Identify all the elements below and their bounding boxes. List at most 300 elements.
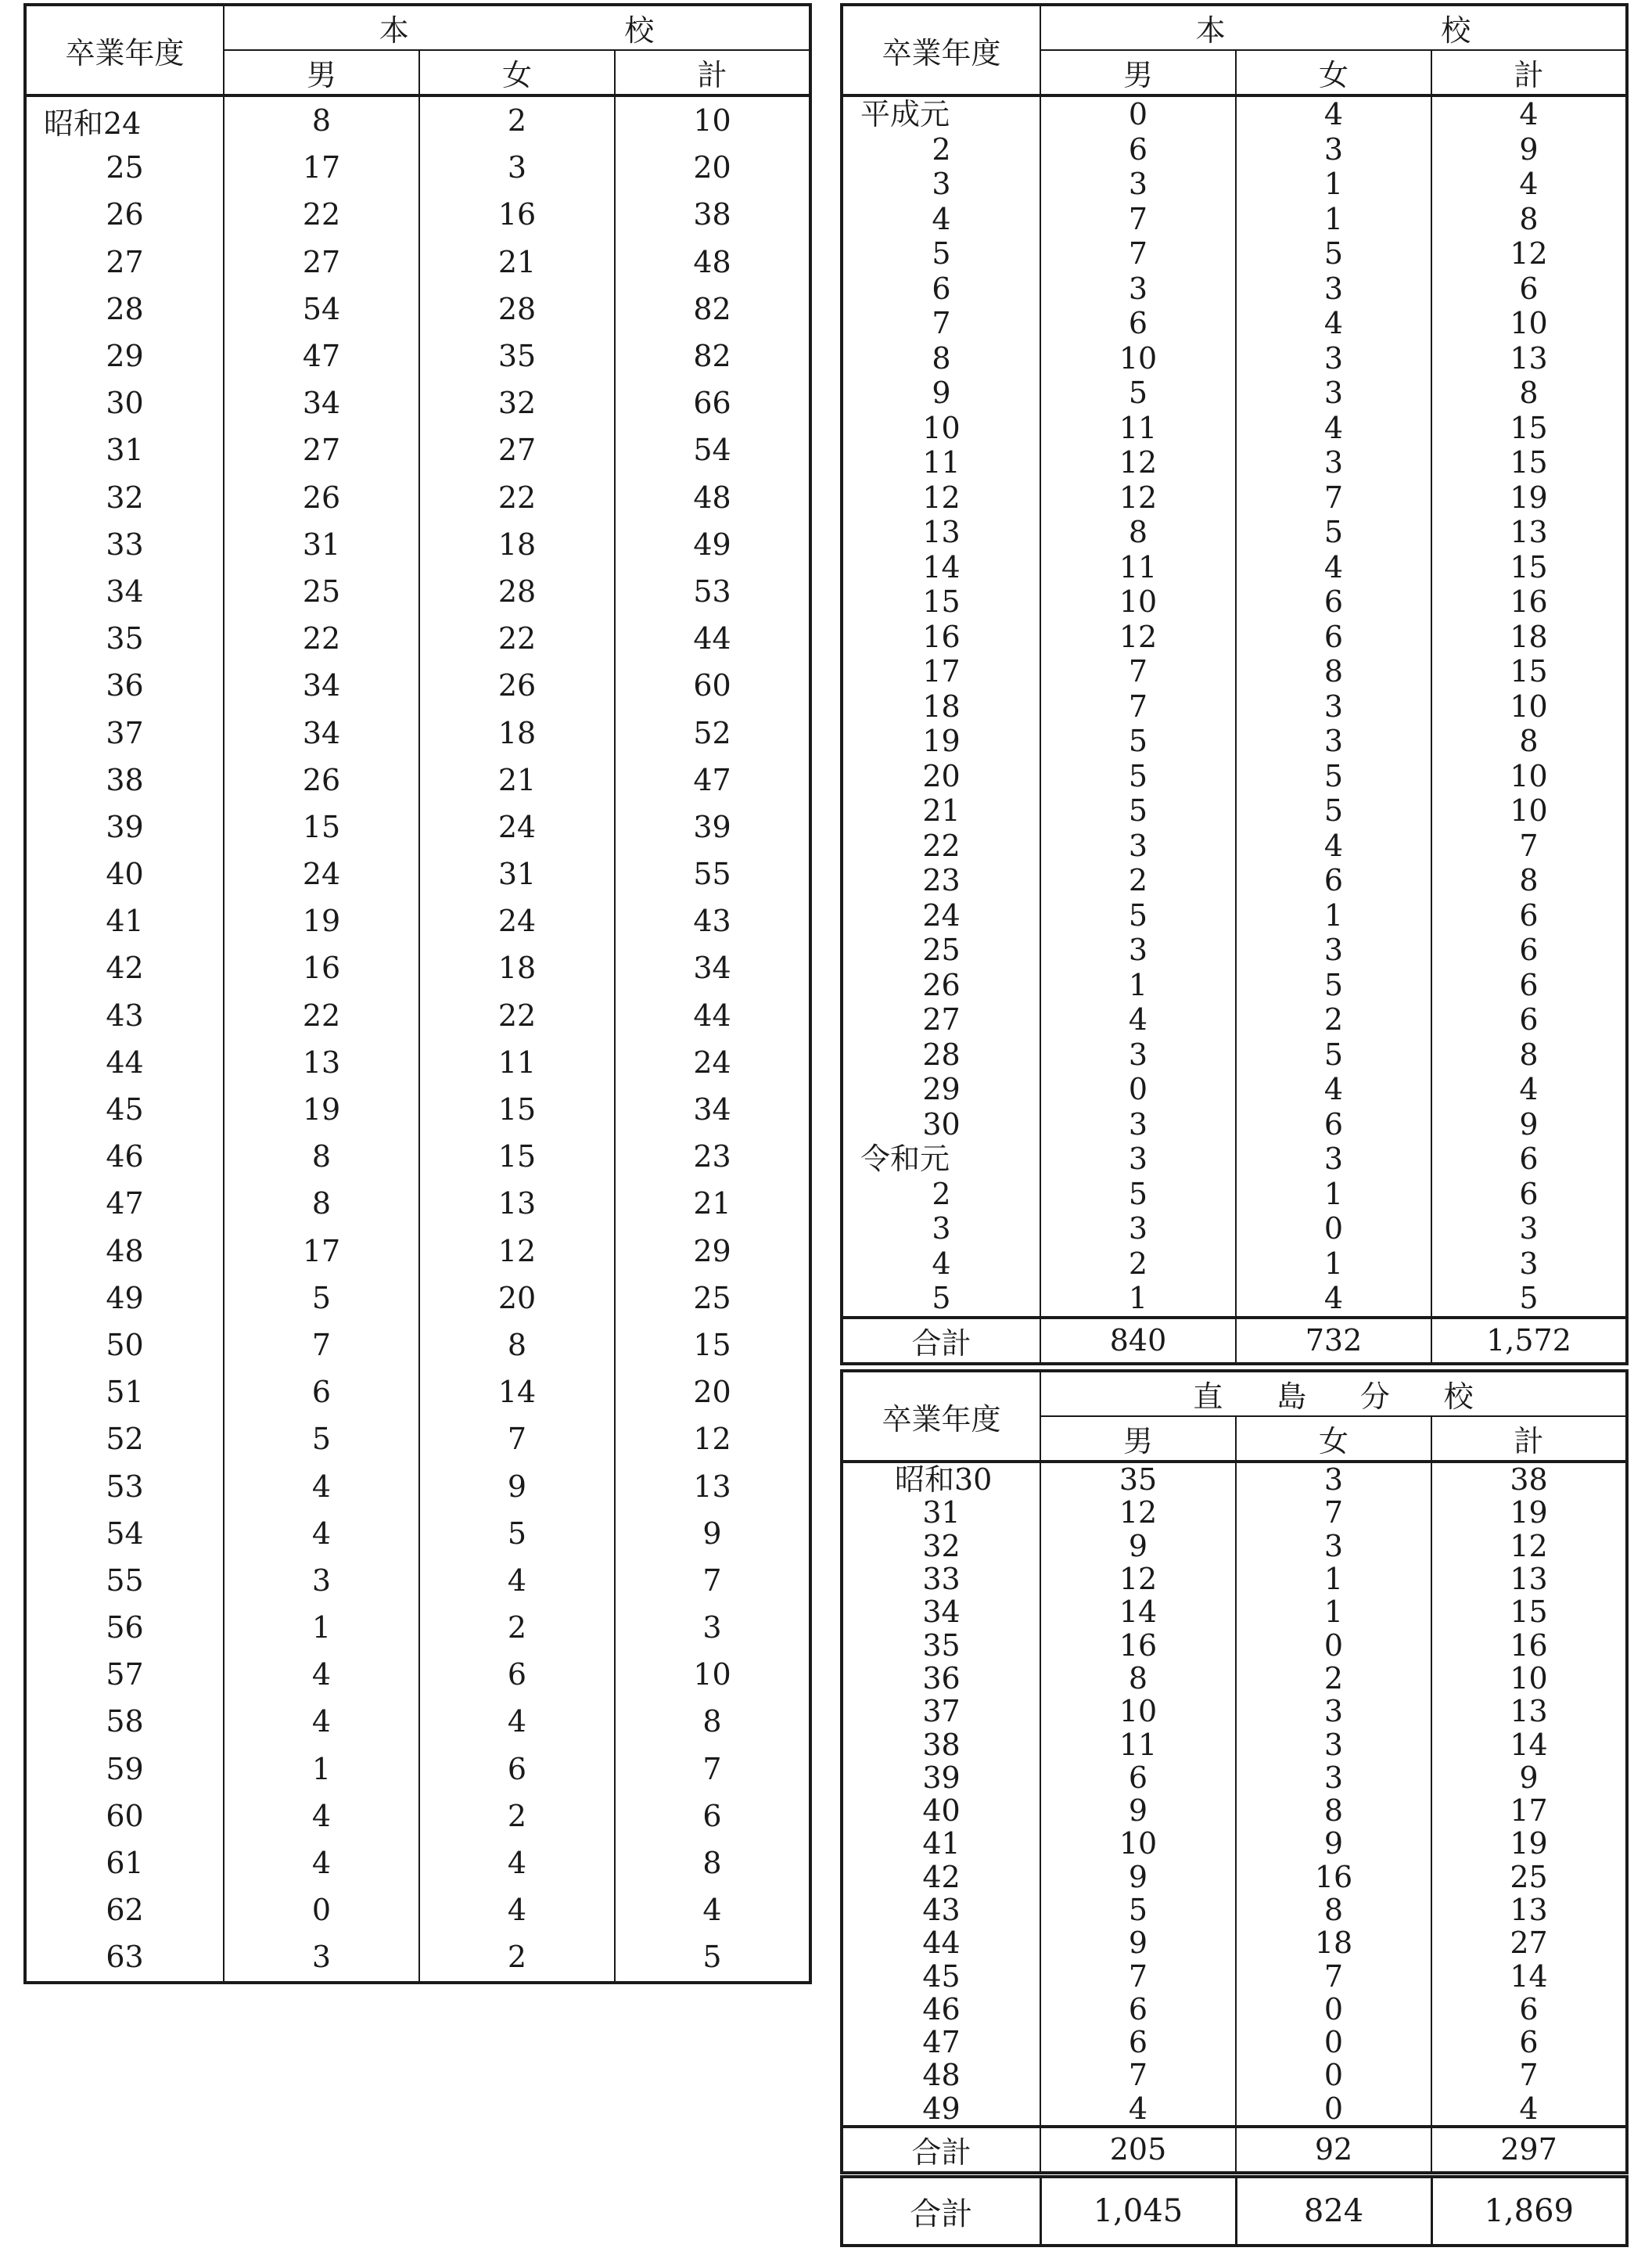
female-cell: 4 — [1236, 95, 1431, 132]
total-cell: 8 — [615, 1839, 810, 1886]
total-cell: 21 — [615, 1180, 810, 1227]
table-row — [842, 1246, 1627, 1282]
year-cell: 35 — [842, 1628, 1040, 1661]
total-cell: 15 — [1431, 411, 1627, 446]
year-cell: 41 — [25, 897, 224, 944]
year-cell: 59 — [25, 1746, 224, 1793]
male-cell: 2 — [1040, 863, 1236, 898]
female-cell: 0 — [1236, 1211, 1431, 1246]
female-cell: 22 — [419, 474, 615, 521]
male-cell: 16 — [1040, 1628, 1236, 1661]
table-row — [842, 2092, 1627, 2127]
female-cell: 2 — [419, 95, 615, 144]
year-cell: 27 — [25, 239, 224, 286]
female-cell: 3 — [1236, 341, 1431, 376]
table-row — [25, 1746, 810, 1793]
total-cell: 48 — [615, 239, 810, 286]
table-row — [842, 1142, 1627, 1177]
table-row — [842, 1993, 1627, 2026]
female-cell: 3 — [1236, 1462, 1431, 1496]
total-cell: 17 — [1431, 1794, 1627, 1827]
table-row — [842, 272, 1627, 307]
female-cell: 9 — [419, 1462, 615, 1509]
male-cell: 9 — [1040, 1926, 1236, 1959]
year-cell: 13 — [842, 515, 1040, 550]
year-cell: 16 — [842, 620, 1040, 655]
total-cell: 20 — [615, 1368, 810, 1415]
honko-table-showa — [23, 3, 812, 1984]
honko-showa-body — [25, 95, 810, 1983]
female-cell: 6 — [1236, 620, 1431, 655]
male-cell: 3 — [1040, 167, 1236, 202]
total-cell: 49 — [615, 521, 810, 568]
total-cell: 8 — [1431, 724, 1627, 759]
table-row — [842, 1563, 1627, 1595]
table-row — [842, 1496, 1627, 1529]
total-cell: 66 — [615, 379, 810, 426]
year-cell: 5 — [842, 1281, 1040, 1318]
table-row — [842, 1628, 1627, 1661]
year-cell: 8 — [842, 341, 1040, 376]
grand-total-row — [842, 2177, 1627, 2246]
female-cell: 15 — [419, 1086, 615, 1133]
table-row — [842, 1926, 1627, 1959]
year-cell: 20 — [842, 759, 1040, 794]
male-cell: 6 — [1040, 306, 1236, 341]
table-row — [842, 1177, 1627, 1212]
table-row — [842, 1107, 1627, 1142]
year-cell: 42 — [25, 944, 224, 991]
total-cell: 60 — [615, 662, 810, 709]
header-male: 男 — [1040, 1416, 1236, 1462]
female-cell: 4 — [1236, 1281, 1431, 1318]
year-cell: 61 — [25, 1839, 224, 1886]
year-cell: 46 — [842, 1993, 1040, 2026]
year-cell: 26 — [842, 968, 1040, 1003]
header-honko — [224, 5, 810, 50]
male-cell: 0 — [1040, 1072, 1236, 1107]
total-cell: 6 — [1431, 2026, 1627, 2059]
year-cell: 43 — [25, 992, 224, 1039]
female-cell: 18 — [419, 709, 615, 756]
female-cell: 0 — [1236, 2059, 1431, 2091]
total-cell: 16 — [1431, 584, 1627, 620]
total-cell: 12 — [615, 1415, 810, 1462]
total-cell: 13 — [1431, 1695, 1627, 1728]
female-cell: 1 — [1236, 1595, 1431, 1628]
year-cell: 34 — [25, 568, 224, 615]
table-row — [25, 1180, 810, 1227]
male-cell: 27 — [224, 426, 419, 473]
header-female: 女 — [1236, 1416, 1431, 1462]
year-cell: 3 — [842, 167, 1040, 202]
total-cell: 23 — [615, 1133, 810, 1180]
table-row — [25, 1933, 810, 1982]
total-cell: 9 — [1431, 132, 1627, 167]
total-cell: 25 — [1431, 1861, 1627, 1893]
table-row — [25, 662, 810, 709]
total-cell: 10 — [1431, 1662, 1627, 1695]
table-row — [842, 515, 1627, 550]
table-row — [25, 1368, 810, 1415]
header-male: 男 — [1040, 50, 1236, 95]
year-cell: 22 — [842, 829, 1040, 864]
male-cell: 14 — [1040, 1595, 1236, 1628]
total-cell: 9 — [1431, 1761, 1627, 1794]
female-cell: 6 — [419, 1746, 615, 1793]
year-cell: 57 — [25, 1651, 224, 1698]
female-cell: 18 — [1236, 1926, 1431, 1959]
year-cell: 35 — [25, 615, 224, 662]
male-cell: 10 — [1040, 341, 1236, 376]
table-row — [25, 191, 810, 238]
table-row — [842, 933, 1627, 968]
grand-total-sum: 1,869 — [1431, 2177, 1627, 2246]
male-cell: 6 — [1040, 2026, 1236, 2059]
year-cell: 25 — [25, 144, 224, 191]
table-row — [842, 341, 1627, 376]
naoshima-body — [842, 1462, 1627, 2127]
table-row — [842, 654, 1627, 689]
male-cell: 16 — [224, 944, 419, 991]
table-row — [25, 568, 810, 615]
female-cell: 5 — [419, 1510, 615, 1557]
header-graduation-year: 卒業年度 — [25, 5, 224, 95]
total-cell: 9 — [1431, 1107, 1627, 1142]
table-row — [842, 411, 1627, 446]
total-cell: 7 — [1431, 2059, 1627, 2091]
total-male: 840 — [1040, 1318, 1236, 1364]
grand-total-female: 824 — [1236, 2177, 1431, 2246]
year-cell: 32 — [842, 1530, 1040, 1563]
year-cell: 25 — [842, 933, 1040, 968]
female-cell: 7 — [1236, 1496, 1431, 1529]
female-cell: 3 — [1236, 272, 1431, 307]
female-cell: 13 — [419, 1180, 615, 1227]
male-cell: 19 — [224, 1086, 419, 1133]
female-cell: 26 — [419, 662, 615, 709]
table-row — [25, 992, 810, 1039]
female-cell: 22 — [419, 615, 615, 662]
header-nao-char-2: 島 — [1277, 1379, 1307, 1414]
female-cell: 1 — [1236, 167, 1431, 202]
table-row — [842, 1827, 1627, 1860]
male-cell: 6 — [1040, 132, 1236, 167]
total-cell: 7 — [1431, 829, 1627, 864]
table-row — [842, 1728, 1627, 1760]
table-row — [25, 1557, 810, 1604]
female-cell: 22 — [419, 992, 615, 1039]
year-cell: 40 — [842, 1794, 1040, 1827]
female-cell: 4 — [419, 1839, 615, 1886]
honko-heisei-body — [842, 95, 1627, 1318]
total-cell: 24 — [615, 1039, 810, 1086]
total-cell: 54 — [615, 426, 810, 473]
year-cell: 4 — [842, 202, 1040, 237]
table-row — [25, 757, 810, 804]
total-cell: 43 — [615, 897, 810, 944]
female-cell: 6 — [1236, 863, 1431, 898]
male-cell: 6 — [224, 1368, 419, 1415]
male-cell: 4 — [224, 1839, 419, 1886]
total-cell: 6 — [1431, 933, 1627, 968]
female-cell: 4 — [1236, 306, 1431, 341]
header-graduation-year: 卒業年度 — [842, 1371, 1040, 1462]
male-cell: 5 — [1040, 1177, 1236, 1212]
year-cell: 63 — [25, 1933, 224, 1982]
female-cell: 3 — [1236, 1728, 1431, 1760]
total-cell: 5 — [615, 1933, 810, 1982]
male-cell: 11 — [1040, 411, 1236, 446]
year-cell: 15 — [842, 584, 1040, 620]
male-cell: 11 — [1040, 1728, 1236, 1760]
male-cell: 5 — [1040, 759, 1236, 794]
table-row — [25, 239, 810, 286]
male-cell: 9 — [1040, 1861, 1236, 1893]
male-cell: 34 — [224, 379, 419, 426]
table-row — [25, 1839, 810, 1886]
table-row — [842, 1462, 1627, 1496]
year-cell: 9 — [842, 376, 1040, 411]
male-cell: 34 — [224, 662, 419, 709]
female-cell: 7 — [1236, 480, 1431, 516]
female-cell: 5 — [1236, 236, 1431, 272]
table-row — [842, 724, 1627, 759]
male-cell: 5 — [1040, 1893, 1236, 1926]
table-row — [25, 1086, 810, 1133]
total-cell: 14 — [1431, 1959, 1627, 1992]
total-cell: 44 — [615, 615, 810, 662]
table-row — [25, 379, 810, 426]
year-cell: 36 — [25, 662, 224, 709]
male-cell: 1 — [1040, 1281, 1236, 1318]
male-cell: 1 — [1040, 968, 1236, 1003]
table-row — [25, 1651, 810, 1698]
male-cell: 9 — [1040, 1794, 1236, 1827]
male-cell: 5 — [224, 1275, 419, 1322]
year-cell: 2 — [842, 132, 1040, 167]
male-cell: 7 — [1040, 654, 1236, 689]
table-row — [842, 306, 1627, 341]
female-cell: 8 — [1236, 654, 1431, 689]
total-cell: 13 — [1431, 341, 1627, 376]
male-cell: 5 — [1040, 724, 1236, 759]
year-cell: 10 — [842, 411, 1040, 446]
total-cell: 4 — [1431, 1072, 1627, 1107]
total-cell: 38 — [615, 191, 810, 238]
male-cell: 35 — [1040, 1462, 1236, 1496]
year-cell: 39 — [25, 804, 224, 850]
table-row — [25, 1275, 810, 1322]
male-cell: 3 — [1040, 933, 1236, 968]
male-cell: 12 — [1040, 445, 1236, 480]
male-cell: 3 — [224, 1933, 419, 1982]
table-row — [842, 968, 1627, 1003]
female-cell: 35 — [419, 333, 615, 379]
female-cell: 4 — [1236, 1072, 1431, 1107]
total-cell: 19 — [1431, 480, 1627, 516]
year-cell: 23 — [842, 863, 1040, 898]
male-cell: 10 — [1040, 584, 1236, 620]
year-cell: 48 — [25, 1228, 224, 1275]
male-cell: 1 — [224, 1746, 419, 1793]
female-cell: 24 — [419, 804, 615, 850]
total-cell: 82 — [615, 286, 810, 333]
table-row — [842, 550, 1627, 585]
male-cell: 4 — [224, 1510, 419, 1557]
table-row — [842, 2026, 1627, 2059]
total-cell: 15 — [1431, 550, 1627, 585]
year-cell: 49 — [842, 2092, 1040, 2127]
male-cell: 27 — [224, 239, 419, 286]
female-cell: 3 — [1236, 1695, 1431, 1728]
female-cell: 6 — [1236, 584, 1431, 620]
female-cell: 3 — [1236, 1142, 1431, 1177]
total-cell: 7 — [615, 1746, 810, 1793]
male-cell: 24 — [224, 850, 419, 897]
table-row — [25, 1322, 810, 1368]
total-cell: 13 — [1431, 1893, 1627, 1926]
total-cell: 19 — [1431, 1827, 1627, 1860]
header-honko-char-2: 校 — [624, 13, 655, 48]
table-row — [842, 1530, 1627, 1563]
female-cell: 28 — [419, 568, 615, 615]
year-cell: 3 — [842, 1211, 1040, 1246]
male-cell: 5 — [1040, 793, 1236, 829]
year-cell: 14 — [842, 550, 1040, 585]
male-cell: 17 — [224, 144, 419, 191]
table-row — [842, 1794, 1627, 1827]
male-cell: 12 — [1040, 1496, 1236, 1529]
table-row — [842, 689, 1627, 725]
male-cell: 22 — [224, 191, 419, 238]
total-cell: 38 — [1431, 1462, 1627, 1496]
year-cell: 55 — [25, 1557, 224, 1604]
header-honko-char-2: 校 — [1441, 13, 1471, 48]
header-honko-char-1: 本 — [1195, 13, 1226, 48]
male-cell: 0 — [224, 1886, 419, 1933]
female-cell: 15 — [419, 1133, 615, 1180]
table-row — [25, 1133, 810, 1180]
total-cell: 6 — [1431, 1002, 1627, 1037]
female-cell: 16 — [419, 191, 615, 238]
year-cell: 47 — [25, 1180, 224, 1227]
male-cell: 7 — [1040, 2059, 1236, 2091]
table-row — [25, 1793, 810, 1839]
total-cell: 48 — [615, 474, 810, 521]
female-cell: 28 — [419, 286, 615, 333]
total-cell: 6 — [1431, 968, 1627, 1003]
year-cell: 62 — [25, 1886, 224, 1933]
year-cell: 31 — [25, 426, 224, 473]
total-cell: 13 — [1431, 515, 1627, 550]
header-naoshima — [1040, 1371, 1627, 1416]
total-cell: 6 — [615, 1793, 810, 1839]
male-cell: 2 — [1040, 1246, 1236, 1282]
total-cell: 15 — [1431, 1595, 1627, 1628]
male-cell: 34 — [224, 709, 419, 756]
female-cell: 6 — [419, 1651, 615, 1698]
female-cell: 5 — [1236, 968, 1431, 1003]
year-cell: 42 — [842, 1861, 1040, 1893]
female-cell: 4 — [419, 1557, 615, 1604]
table-row — [842, 1211, 1627, 1246]
male-cell: 7 — [224, 1322, 419, 1368]
total-cell: 47 — [615, 757, 810, 804]
year-cell: 58 — [25, 1698, 224, 1745]
year-cell: 24 — [842, 898, 1040, 933]
year-cell: 32 — [25, 474, 224, 521]
female-cell: 7 — [419, 1415, 615, 1462]
female-cell: 8 — [1236, 1893, 1431, 1926]
total-cell: 8 — [615, 1698, 810, 1745]
female-cell: 7 — [1236, 1959, 1431, 1992]
female-cell: 5 — [1236, 515, 1431, 550]
male-cell: 3 — [1040, 1037, 1236, 1073]
total-cell: 14 — [1431, 1728, 1627, 1760]
total-cell: 10 — [615, 95, 810, 144]
total-cell: 6 — [1431, 1142, 1627, 1177]
table-row — [25, 615, 810, 662]
total-cell: 34 — [615, 1086, 810, 1133]
female-cell: 2 — [1236, 1662, 1431, 1695]
total-cell: 13 — [615, 1462, 810, 1509]
male-cell: 5 — [224, 1415, 419, 1462]
total-cell: 20 — [615, 144, 810, 191]
female-cell: 5 — [1236, 759, 1431, 794]
year-cell: 18 — [842, 689, 1040, 725]
total-cell: 82 — [615, 333, 810, 379]
table-row — [842, 584, 1627, 620]
female-cell: 2 — [419, 1793, 615, 1839]
female-cell: 4 — [1236, 550, 1431, 585]
year-cell: 50 — [25, 1322, 224, 1368]
year-cell: 37 — [25, 709, 224, 756]
female-cell: 0 — [1236, 2026, 1431, 2059]
total-sum: 297 — [1431, 2127, 1627, 2173]
total-male: 205 — [1040, 2127, 1236, 2173]
header-female: 女 — [1236, 50, 1431, 95]
female-cell: 2 — [1236, 1002, 1431, 1037]
year-cell: 43 — [842, 1893, 1040, 1926]
year-cell: 31 — [842, 1496, 1040, 1529]
female-cell: 1 — [1236, 202, 1431, 237]
table-row — [842, 1281, 1627, 1318]
table-row — [842, 898, 1627, 933]
total-cell: 16 — [1431, 1628, 1627, 1661]
total-cell: 39 — [615, 804, 810, 850]
total-cell: 29 — [615, 1228, 810, 1275]
female-cell: 32 — [419, 379, 615, 426]
total-cell: 44 — [615, 992, 810, 1039]
header-total: 計 — [1431, 50, 1627, 95]
total-cell: 15 — [1431, 445, 1627, 480]
male-cell: 10 — [1040, 1827, 1236, 1860]
female-cell: 14 — [419, 1368, 615, 1415]
year-cell: 44 — [25, 1039, 224, 1086]
male-cell: 12 — [1040, 620, 1236, 655]
male-cell: 6 — [1040, 1761, 1236, 1794]
table-row — [842, 1037, 1627, 1073]
year-cell: 17 — [842, 654, 1040, 689]
table-row — [842, 1861, 1627, 1893]
total-cell: 25 — [615, 1275, 810, 1322]
female-cell: 4 — [1236, 411, 1431, 446]
total-cell: 55 — [615, 850, 810, 897]
table-row — [25, 1228, 810, 1275]
table-row — [25, 1039, 810, 1086]
table-row — [842, 863, 1627, 898]
